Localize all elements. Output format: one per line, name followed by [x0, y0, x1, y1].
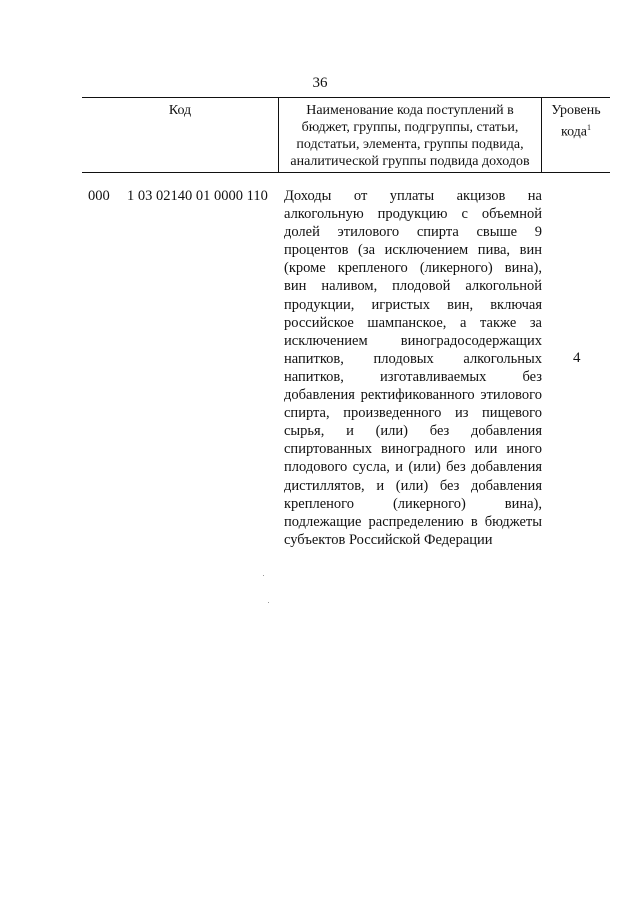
header-name-line: Наименование кода поступлений в [306, 103, 514, 118]
admin-code: 000 [88, 188, 110, 204]
header-name-line: бюджет, группы, подгруппы, статьи, [301, 120, 519, 135]
page-number: 36 [312, 75, 328, 91]
header-level-label-2: кода$^1$ [560, 123, 592, 140]
header-name-line: аналитической группы подвида доходов [290, 154, 530, 169]
table-header [82, 97, 610, 173]
level-value: 4 [573, 350, 581, 366]
scan-speck [263, 575, 264, 576]
header-name-line: подстатьи, элемента, группы подвида, [296, 137, 524, 152]
header-level-label: Уровень [551, 103, 601, 118]
header-code-label: Код [168, 103, 192, 118]
income-description: Доходы от уплаты акцизов на алкогольную продукцию с объемной долей этилового спирта свыше 9 процентов (за исключением пива, вин (кроме крепленого (ликерного) вина), вин наливом, плодовой алкогольной продукции, игристых вин, включая российское шампанское, а также за исключением виноградосодержащих напитков, плодовых алкогольных напитков, изготавливаемых без добавления ректификованного этилового спирта, произведенного из пищевого сырья, и (или) без добавления спиртованных виноградного или иного плодового сусла, и (или) без добавления дистиллятов, и (или) без добавления крепленого (ликерного) вина), подлежащие распределению в бюджеты субъектов Российской Федерации [284, 188, 542, 548]
header-level-column [542, 98, 610, 172]
footnote-marker: 1 [587, 123, 592, 132]
header-code-column [82, 98, 278, 172]
budget-code: 1 03 02140 01 0000 110 [127, 188, 268, 204]
header-name-column [278, 98, 542, 172]
scan-speck [268, 602, 269, 603]
